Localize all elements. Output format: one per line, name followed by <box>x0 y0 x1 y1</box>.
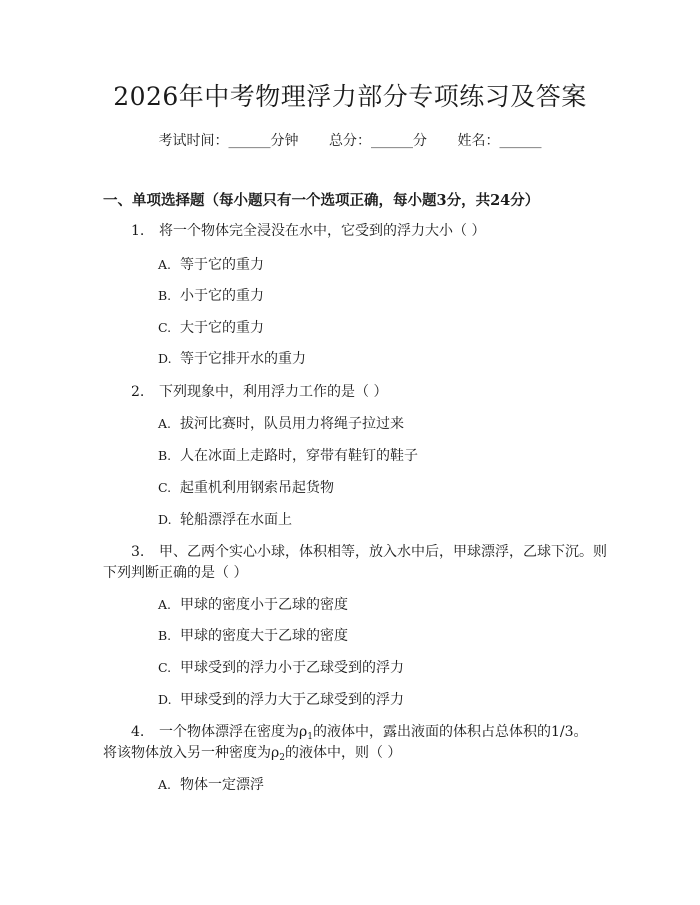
option-letter: B. <box>158 288 172 303</box>
option-text: 人在冰面上走路时，穿带有鞋钉的鞋子 <box>180 448 418 464</box>
question-2-option-a <box>158 414 404 434</box>
question-1-option-c <box>158 318 264 338</box>
question-3-option-c <box>158 658 404 678</box>
question-2-option-d <box>158 510 292 530</box>
question-4-continuation <box>103 742 401 769</box>
option-letter: D. <box>158 692 172 707</box>
question-3-option-d <box>158 690 404 710</box>
option-text: 拔河比赛时，队员用力将绳子拉过来 <box>180 416 404 432</box>
option-letter: C. <box>158 660 172 675</box>
question-3-option-a <box>158 595 348 615</box>
question-number: 1. <box>131 223 145 239</box>
question-1-option-d <box>158 349 306 369</box>
page-title: 2026年中考物理浮力部分专项练习及答案 <box>113 82 587 111</box>
question-1 <box>131 220 485 242</box>
option-text: 甲球的密度大于乙球的密度 <box>180 628 348 644</box>
question-text: 将一个物体完全浸没在水中，它受到的浮力大小（ ） <box>159 223 486 239</box>
question-3-continuation <box>103 562 247 584</box>
question-number: 2. <box>131 384 145 400</box>
option-text: 物体一定漂浮 <box>180 777 264 793</box>
option-letter: D. <box>158 512 172 527</box>
option-text: 甲球受到的浮力大于乙球受到的浮力 <box>180 692 404 708</box>
question-1-option-a <box>158 255 264 275</box>
exam-info-line <box>0 131 700 151</box>
question-2-option-b <box>158 446 418 466</box>
option-text: 等于它排开水的重力 <box>180 351 306 367</box>
option-text: 甲球的密度小于乙球的密度 <box>180 597 348 613</box>
question-text-line-1-part-b: 的液体中，露出液面的体积占总体积的1/3。 <box>312 724 588 740</box>
option-letter: A. <box>158 416 172 431</box>
option-letter: C. <box>158 480 172 495</box>
question-2 <box>131 381 387 403</box>
option-text: 小于它的重力 <box>180 288 264 304</box>
section-heading-single-choice: 一、单项选择题（每小题只有一个选项正确，每小题3分，共24分） <box>103 192 540 209</box>
question-4-option-a <box>158 775 264 795</box>
exam-time-field: 考试时间：______分钟 <box>158 133 299 149</box>
question-1-option-b <box>158 286 264 306</box>
question-text-line-2-part-b: 的液体中，则（ ） <box>284 745 402 761</box>
option-letter: B. <box>158 628 172 643</box>
option-text: 轮船漂浮在水面上 <box>180 512 292 528</box>
option-letter: A. <box>158 777 172 792</box>
option-letter: C. <box>158 320 172 335</box>
student-name-field: 姓名：______ <box>457 133 542 149</box>
option-text: 等于它的重力 <box>180 257 264 273</box>
question-3-option-b <box>158 626 348 646</box>
rho-subscript-2: 2 <box>279 753 285 763</box>
question-text-line-2-part-a: 将该物体放入另一种密度为ρ <box>103 745 280 761</box>
question-text-line-1: 甲、乙两个实心小球，体积相等，放入水中后，甲球漂浮，乙球下沉。则 <box>159 544 607 560</box>
question-number: 3. <box>131 544 145 560</box>
question-3 <box>131 541 607 563</box>
question-2-option-c <box>158 478 334 498</box>
rho-subscript-1: 1 <box>307 732 313 742</box>
option-letter: B. <box>158 448 172 463</box>
option-letter: D. <box>158 351 172 366</box>
option-text: 大于它的重力 <box>180 320 264 336</box>
option-text: 甲球受到的浮力小于乙球受到的浮力 <box>180 660 404 676</box>
question-number: 4. <box>131 724 145 740</box>
question-text: 下列现象中，利用浮力工作的是（ ） <box>159 384 388 400</box>
question-text-line-2: 下列判断正确的是（ ） <box>103 565 248 581</box>
option-text: 起重机利用钢索吊起货物 <box>180 480 334 496</box>
option-letter: A. <box>158 597 172 612</box>
question-text-line-1-part-a: 一个物体漂浮在密度为ρ <box>159 724 308 740</box>
option-letter: A. <box>158 257 172 272</box>
total-score-field: 总分：______分 <box>329 133 427 149</box>
